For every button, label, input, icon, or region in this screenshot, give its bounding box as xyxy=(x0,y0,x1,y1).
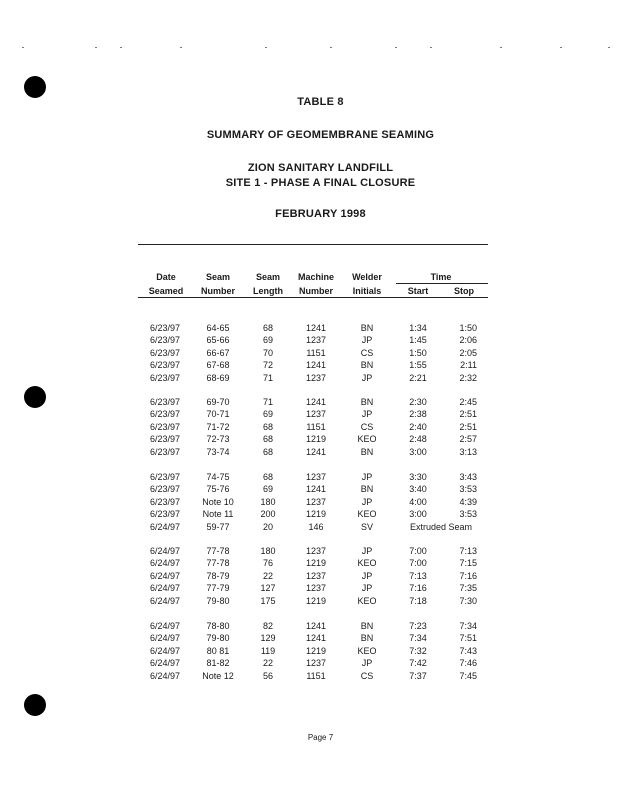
cell-machine: 1241 xyxy=(305,446,327,457)
cell-seam-number: 69-70 xyxy=(206,397,230,407)
cell-welder: BN xyxy=(360,446,374,457)
header-rule xyxy=(138,297,488,298)
header-seam-number-1: Seam xyxy=(205,272,231,282)
cell-stop: 7:16 xyxy=(459,570,477,581)
cell-date: 6/24/97 xyxy=(149,595,180,606)
cell-seam-number: 67-68 xyxy=(206,360,230,371)
cell-date: 6/24/97 xyxy=(149,621,180,631)
cell-machine: 1237 xyxy=(305,658,327,669)
cell-machine: 1237 xyxy=(305,496,327,507)
cell-stop: 7:51 xyxy=(459,633,477,644)
cell-stop: 7:45 xyxy=(459,670,477,681)
cell-date: 6/23/97 xyxy=(149,446,180,457)
cell-machine: 1241 xyxy=(305,397,327,407)
cell-stop: 3:43 xyxy=(459,472,477,482)
cell-machine: 146 xyxy=(308,521,324,532)
cell-date: 6/24/97 xyxy=(149,583,180,594)
cell-welder: JP xyxy=(361,472,373,482)
cell-seam-number: 73-74 xyxy=(206,446,230,457)
cell-start: 1:50 xyxy=(409,347,427,358)
cell-seam-number: 77-79 xyxy=(206,583,230,594)
cell-seam-number: 70-71 xyxy=(206,409,230,420)
cell-welder: JP xyxy=(361,496,373,507)
cell-machine: 1219 xyxy=(305,434,327,445)
binder-hole-bottom xyxy=(24,694,46,716)
header-machine-2: Number xyxy=(298,286,334,296)
cell-date: 6/23/97 xyxy=(149,409,180,420)
cell-machine: 1241 xyxy=(305,621,327,631)
cell-start: 7:37 xyxy=(409,670,427,681)
cell-welder: SV xyxy=(360,521,374,532)
cell-date: 6/23/97 xyxy=(149,397,180,407)
cell-seam-number: 72-73 xyxy=(206,434,230,445)
cell-seam-number: 75-76 xyxy=(206,484,230,495)
cell-seam-number: 68-69 xyxy=(206,372,230,383)
header-date-2: Seamed xyxy=(148,286,184,296)
header-time: Time xyxy=(430,272,452,282)
cell-stop: 2:51 xyxy=(459,409,477,420)
cell-start: 2:38 xyxy=(409,409,427,420)
cell-machine: 1241 xyxy=(305,633,327,644)
binder-hole-middle xyxy=(24,386,46,408)
cell-date: 6/23/97 xyxy=(149,372,180,383)
cell-stop: 3:13 xyxy=(459,446,477,457)
cell-date: 6/23/97 xyxy=(149,434,180,445)
cell-machine: 1219 xyxy=(305,509,327,520)
cell-seam-number: 80 81 xyxy=(206,645,230,656)
table-title: SUMMARY OF GEOMEMBRANE SEAMING xyxy=(206,129,435,141)
cell-machine: 1237 xyxy=(305,570,327,581)
cell-seam-length: 22 xyxy=(262,658,274,669)
cell-seam-length: 68 xyxy=(262,421,274,432)
cell-machine: 1151 xyxy=(306,670,326,681)
cell-stop: 4:39 xyxy=(459,496,477,507)
cell-start: 7:42 xyxy=(409,658,427,669)
cell-start: 7:13 xyxy=(409,570,427,581)
cell-seam-length: 200 xyxy=(260,509,276,520)
cell-date: 6/24/97 xyxy=(149,670,180,681)
cell-seam-number: 64-65 xyxy=(206,323,230,333)
cell-machine: 1237 xyxy=(305,472,327,482)
cell-seam-number: 59-77 xyxy=(206,521,230,532)
header-seam-length-1: Seam xyxy=(255,272,281,282)
top-rule xyxy=(138,244,488,245)
cell-machine: 1237 xyxy=(305,372,327,383)
header-stop: Stop xyxy=(454,286,474,296)
cell-seam-number: 78-80 xyxy=(206,621,230,631)
cell-start: 3:40 xyxy=(409,484,427,495)
cell-welder: JP xyxy=(361,658,373,669)
cell-welder: JP xyxy=(361,372,373,383)
cell-machine: 1241 xyxy=(305,484,327,495)
cell-seam-number: 79-80 xyxy=(206,633,230,644)
header-start: Start xyxy=(407,286,429,296)
cell-date: 6/24/97 xyxy=(149,570,180,581)
cell-seam-number: 78-79 xyxy=(206,570,230,581)
cell-seam-number: 77-78 xyxy=(206,546,230,556)
header-seam-length-2: Length xyxy=(253,286,283,296)
header-machine-1: Machine xyxy=(297,272,335,282)
cell-start: 7:34 xyxy=(409,633,427,644)
cell-welder: BN xyxy=(360,484,374,495)
cell-stop: 3:53 xyxy=(459,484,477,495)
cell-stop: 3:53 xyxy=(459,509,477,520)
cell-start: 1:45 xyxy=(409,335,427,346)
cell-seam-number: 74-75 xyxy=(206,472,230,482)
cell-machine: 1219 xyxy=(305,558,327,569)
cell-seam-length: 68 xyxy=(262,323,274,333)
cell-stop: 7:13 xyxy=(459,546,477,556)
cell-seam-number: 71-72 xyxy=(206,421,230,432)
cell-welder: BN xyxy=(360,323,374,333)
cell-welder: BN xyxy=(360,621,374,631)
cell-start: 1:55 xyxy=(409,360,427,371)
cell-welder: JP xyxy=(361,409,373,420)
cell-stop: 7:35 xyxy=(459,583,477,594)
cell-start: 4:00 xyxy=(409,496,427,507)
binder-hole-top xyxy=(24,76,46,98)
cell-date: 6/23/97 xyxy=(149,496,180,507)
cell-start: 7:18 xyxy=(409,595,427,606)
cell-seam-number: 77-78 xyxy=(206,558,230,569)
cell-seam-length: 68 xyxy=(262,446,274,457)
cell-date: 6/24/97 xyxy=(149,521,180,532)
cell-seam-number: Note 11 xyxy=(202,509,234,520)
cell-seam-number: Note 10 xyxy=(202,496,234,507)
cell-machine: 1241 xyxy=(305,360,327,371)
cell-stop: 2:05 xyxy=(459,347,477,358)
cell-stop: 7:34 xyxy=(459,621,477,631)
time-rule xyxy=(396,283,488,284)
cell-date: 6/23/97 xyxy=(149,509,180,520)
cell-start: 2:21 xyxy=(409,372,427,383)
cell-seam-length: 71 xyxy=(262,397,274,407)
table-number: TABLE 8 xyxy=(297,96,344,108)
site-phase: SITE 1 - PHASE A FINAL CLOSURE xyxy=(225,177,416,189)
cell-start: 1:34 xyxy=(409,323,427,333)
cell-stop: 2:06 xyxy=(459,335,477,346)
cell-seam-length: 68 xyxy=(262,472,274,482)
cell-seam-length: 69 xyxy=(262,409,274,420)
cell-date: 6/24/97 xyxy=(149,645,180,656)
cell-machine: 1241 xyxy=(305,323,327,333)
cell-machine: 1237 xyxy=(305,335,327,346)
cell-seam-number: 79-80 xyxy=(206,595,230,606)
cell-seam-number: 66-67 xyxy=(206,347,230,358)
cell-welder: CS xyxy=(360,421,374,432)
cell-welder: KEO xyxy=(357,645,377,656)
cell-welder: JP xyxy=(361,335,373,346)
cell-machine: 1219 xyxy=(305,645,327,656)
cell-seam-number: 65-66 xyxy=(206,335,230,346)
cell-extruded-seam-note: Extruded Seam xyxy=(409,521,473,532)
cell-seam-length: 69 xyxy=(262,335,274,346)
cell-stop: 7:15 xyxy=(459,558,477,569)
cell-seam-length: 20 xyxy=(262,521,274,532)
cell-stop: 2:51 xyxy=(459,421,477,432)
cell-stop: 7:43 xyxy=(459,645,477,656)
cell-welder: JP xyxy=(361,570,373,581)
cell-seam-length: 56 xyxy=(262,670,274,681)
cell-stop: 7:30 xyxy=(459,595,477,606)
cell-start: 7:00 xyxy=(409,546,427,556)
date-period: FEBRUARY 1998 xyxy=(275,208,366,220)
cell-stop: 2:11 xyxy=(460,360,477,371)
cell-seam-number: Note 12 xyxy=(202,670,234,681)
cell-welder: CS xyxy=(360,347,374,358)
cell-date: 6/23/97 xyxy=(149,335,180,346)
cell-seam-length: 180 xyxy=(260,496,276,507)
cell-welder: BN xyxy=(360,397,374,407)
cell-seam-length: 76 xyxy=(262,558,274,569)
cell-machine: 1237 xyxy=(305,583,327,594)
cell-welder: BN xyxy=(360,360,374,371)
cell-welder: BN xyxy=(360,633,374,644)
cell-start: 2:30 xyxy=(409,397,427,407)
cell-stop: 2:57 xyxy=(459,434,477,445)
cell-start: 7:16 xyxy=(409,583,427,594)
cell-machine: 1219 xyxy=(305,595,327,606)
cell-seam-length: 127 xyxy=(260,583,276,594)
cell-start: 2:40 xyxy=(409,421,427,432)
cell-seam-length: 68 xyxy=(262,434,274,445)
cell-start: 3:00 xyxy=(409,446,427,457)
cell-date: 6/23/97 xyxy=(149,323,180,333)
cell-start: 3:00 xyxy=(409,509,427,520)
cell-stop: 2:32 xyxy=(459,372,477,383)
cell-seam-length: 72 xyxy=(262,360,274,371)
cell-date: 6/23/97 xyxy=(149,347,180,358)
cell-machine: 1237 xyxy=(305,409,327,420)
cell-seam-length: 71 xyxy=(262,372,274,383)
cell-machine: 1237 xyxy=(305,546,327,556)
cell-seam-length: 180 xyxy=(260,546,276,556)
cell-seam-length: 22 xyxy=(262,570,274,581)
cell-start: 3:30 xyxy=(409,472,427,482)
cell-date: 6/23/97 xyxy=(149,484,180,495)
cell-stop: 1:50 xyxy=(459,323,477,333)
cell-welder: CS xyxy=(360,670,374,681)
cell-welder: JP xyxy=(361,583,373,594)
site-name: ZION SANITARY LANDFILL xyxy=(247,162,394,174)
header-welder-2: Initials xyxy=(352,286,382,296)
cell-date: 6/24/97 xyxy=(149,658,180,669)
cell-start: 7:00 xyxy=(409,558,427,569)
cell-start: 2:48 xyxy=(409,434,427,445)
cell-seam-number: 81-82 xyxy=(206,658,230,669)
cell-date: 6/23/97 xyxy=(149,472,180,482)
cell-welder: KEO xyxy=(357,558,377,569)
cell-date: 6/24/97 xyxy=(149,546,180,556)
header-date-1: Date xyxy=(156,272,176,282)
cell-seam-length: 119 xyxy=(260,645,276,656)
cell-seam-length: 70 xyxy=(262,347,274,358)
header-welder-1: Welder xyxy=(352,272,382,282)
cell-date: 6/23/97 xyxy=(149,360,180,371)
cell-date: 6/24/97 xyxy=(149,633,180,644)
cell-stop: 2:45 xyxy=(459,397,477,407)
cell-welder: JP xyxy=(361,546,373,556)
cell-welder: KEO xyxy=(357,434,377,445)
cell-start: 7:32 xyxy=(409,645,427,656)
cell-seam-length: 82 xyxy=(262,621,274,631)
cell-machine: 1151 xyxy=(306,347,326,358)
cell-welder: KEO xyxy=(357,509,377,520)
cell-welder: KEO xyxy=(357,595,377,606)
page-number: Page 7 xyxy=(307,733,334,742)
header-seam-number-2: Number xyxy=(200,286,236,296)
cell-seam-length: 175 xyxy=(260,595,276,606)
cell-date: 6/24/97 xyxy=(149,558,180,569)
cell-seam-length: 129 xyxy=(260,633,276,644)
cell-machine: 1151 xyxy=(306,421,326,432)
cell-stop: 7:46 xyxy=(459,658,477,669)
cell-start: 7:23 xyxy=(409,621,427,631)
cell-seam-length: 69 xyxy=(262,484,274,495)
cell-date: 6/23/97 xyxy=(149,421,180,432)
